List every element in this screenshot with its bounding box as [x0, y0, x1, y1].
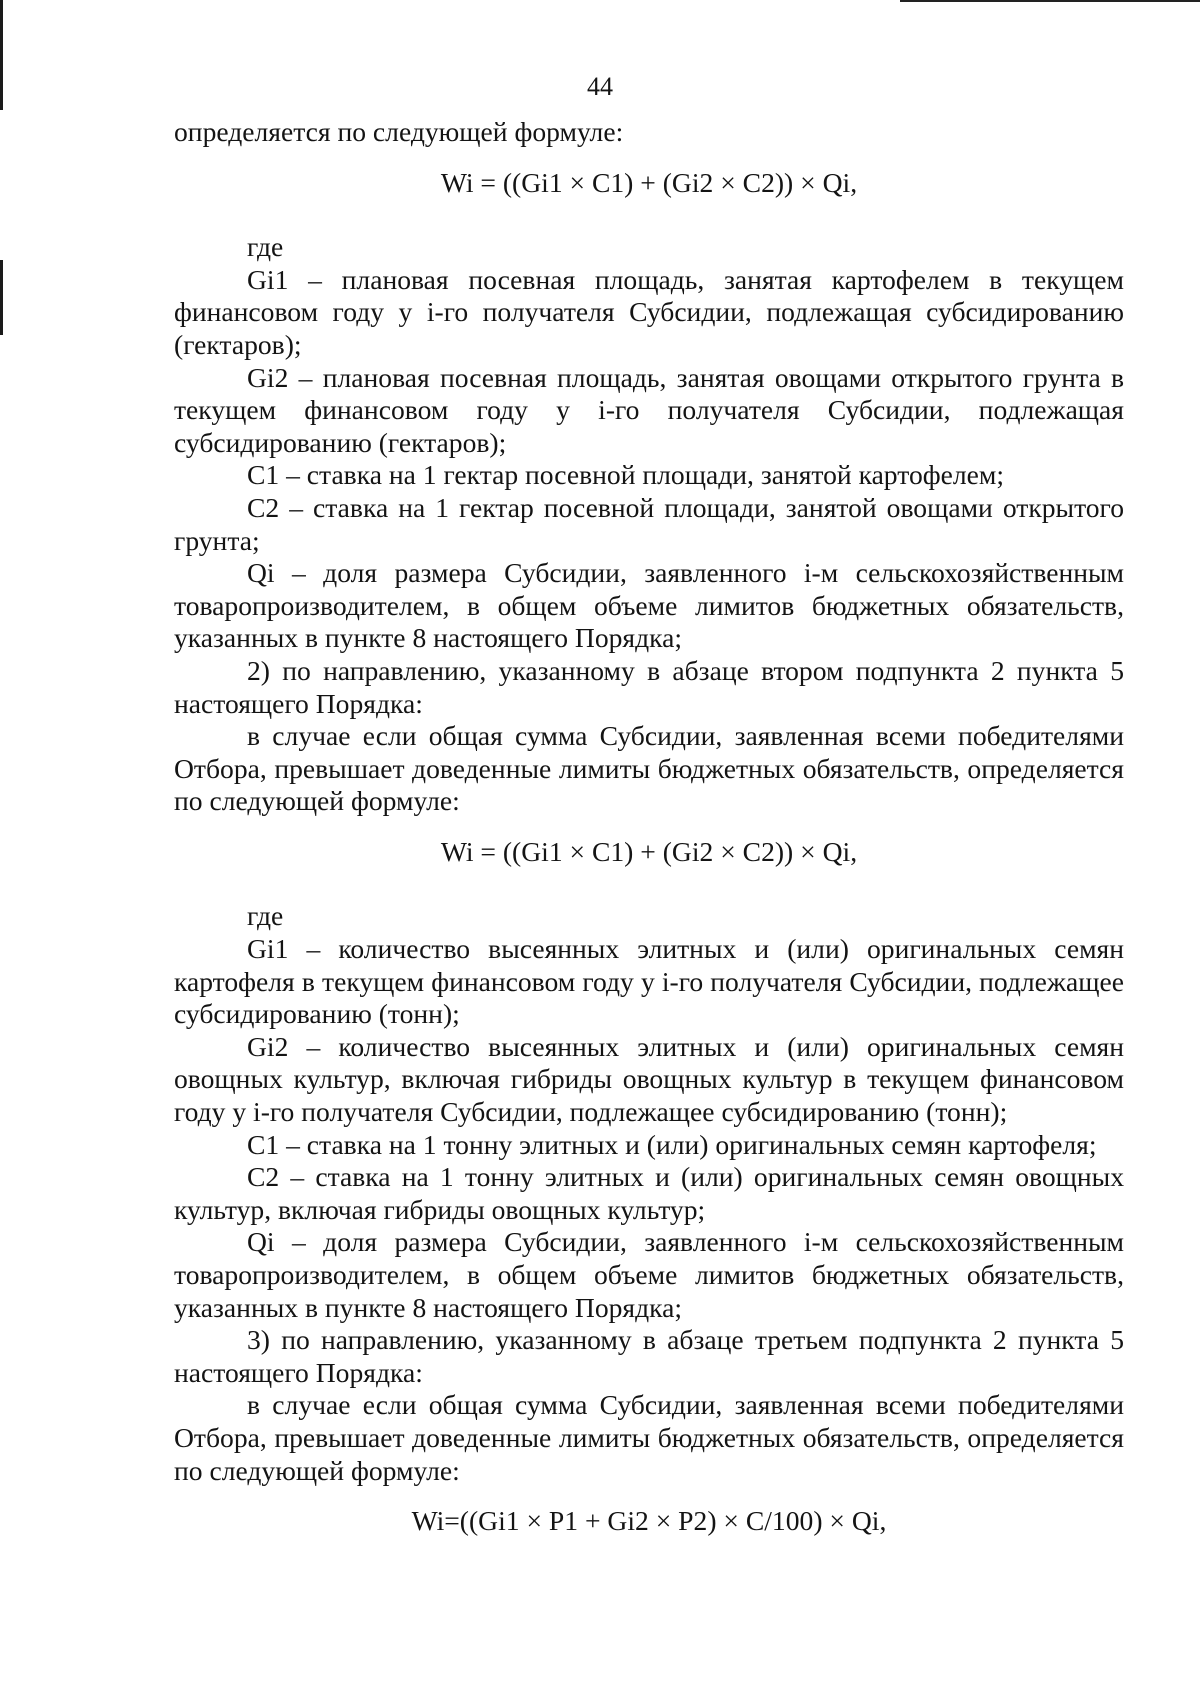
scan-edge-mark — [900, 0, 1200, 2]
paragraph: в случае если общая сумма Субсидии, заявленная всеми победителями Отбора, превышает доведенные лимиты бюджетных обязательств, определяется по следующей формуле: — [174, 1389, 1124, 1486]
page-number: 44 — [587, 72, 613, 101]
definition-c2: С2 – ставка на 1 гектар посевной площади, занятой овощами открытого грунта; — [174, 491, 1124, 556]
definition-gi2: Gi2 – плановая посевная площадь, занятая овощами открытого грунта в текущем финансовом году у i-го получателя Субсидии, подлежащая субсидированию (гектаров); — [174, 361, 1124, 458]
paragraph: 2) по направлению, указанному в абзаце втором подпункта 2 пункта 5 настоящего Порядка: — [174, 654, 1124, 719]
definition-gi1: Gi1 – плановая посевная площадь, занятая картофелем в текущем финансовом году у i-го получателя Субсидии, подлежащая субсидированию (гектаров); — [174, 263, 1124, 360]
where-label: где — [247, 231, 284, 263]
paragraph: определяется по следующей формуле: — [174, 116, 624, 147]
formula: Wi=((Gi1 × P1 + Gi2 × P2) × C/100) × Qi, — [411, 1505, 887, 1537]
definition-c1: С1 – ставка на 1 тонну элитных и (или) оригинальных семян картофеля; — [247, 1128, 1097, 1160]
definition-qi: Qi – доля размера Субсидии, заявленного i-м сельскохозяйственным товаропроизводителем, в общем объеме лимитов бюджетных обязательств, указанных в пункте 8 настоящего Порядка; — [174, 1226, 1124, 1323]
definition-qi: Qi – доля размера Субсидии, заявленного i-м сельскохозяйственным товаропроизводителем, в общем объеме лимитов бюджетных обязательств, указанных в пункте 8 настоящего Порядка; — [174, 557, 1124, 654]
formula: Wi = ((Gi1 × C1) + (Gi2 × C2)) × Qi, — [440, 835, 858, 867]
definition-c2: С2 – ставка на 1 тонну элитных и (или) оригинальных семян овощных культур, включая гибриды овощных культур; — [174, 1161, 1124, 1225]
definition-c1: С1 – ставка на 1 гектар посевной площади, занятой картофелем; — [247, 459, 1005, 491]
definition-gi1: Gi1 – количество высеянных элитных и (или) оригинальных семян картофеля в текущем финансовом году у i-го получателя Субсидии, подлежащее субсидированию (тонн); — [174, 933, 1124, 1030]
definition-gi2: Gi2 – количество высеянных элитных и (или) оригинальных семян овощных культур, включая гибриды овощных культур в текущем финансовом году у i-го получателя Субсидии, подлежащее субсидированию (тонн); — [174, 1030, 1124, 1128]
document-body — [174, 116, 1124, 1570]
scan-edge-mark — [0, 260, 3, 335]
paragraph: в случае если общая сумма Субсидии, заявленная всеми победителями Отбора, превышает доведенные лимиты бюджетных обязательств, определяется по следующей формуле: — [174, 720, 1124, 817]
where-label: где — [247, 900, 284, 932]
formula: Wi = ((Gi1 × C1) + (Gi2 × C2)) × Qi, — [440, 166, 858, 198]
paragraph: 3) по направлению, указанному в абзаце третьем подпункта 2 пункта 5 настоящего Порядка: — [174, 1324, 1124, 1388]
